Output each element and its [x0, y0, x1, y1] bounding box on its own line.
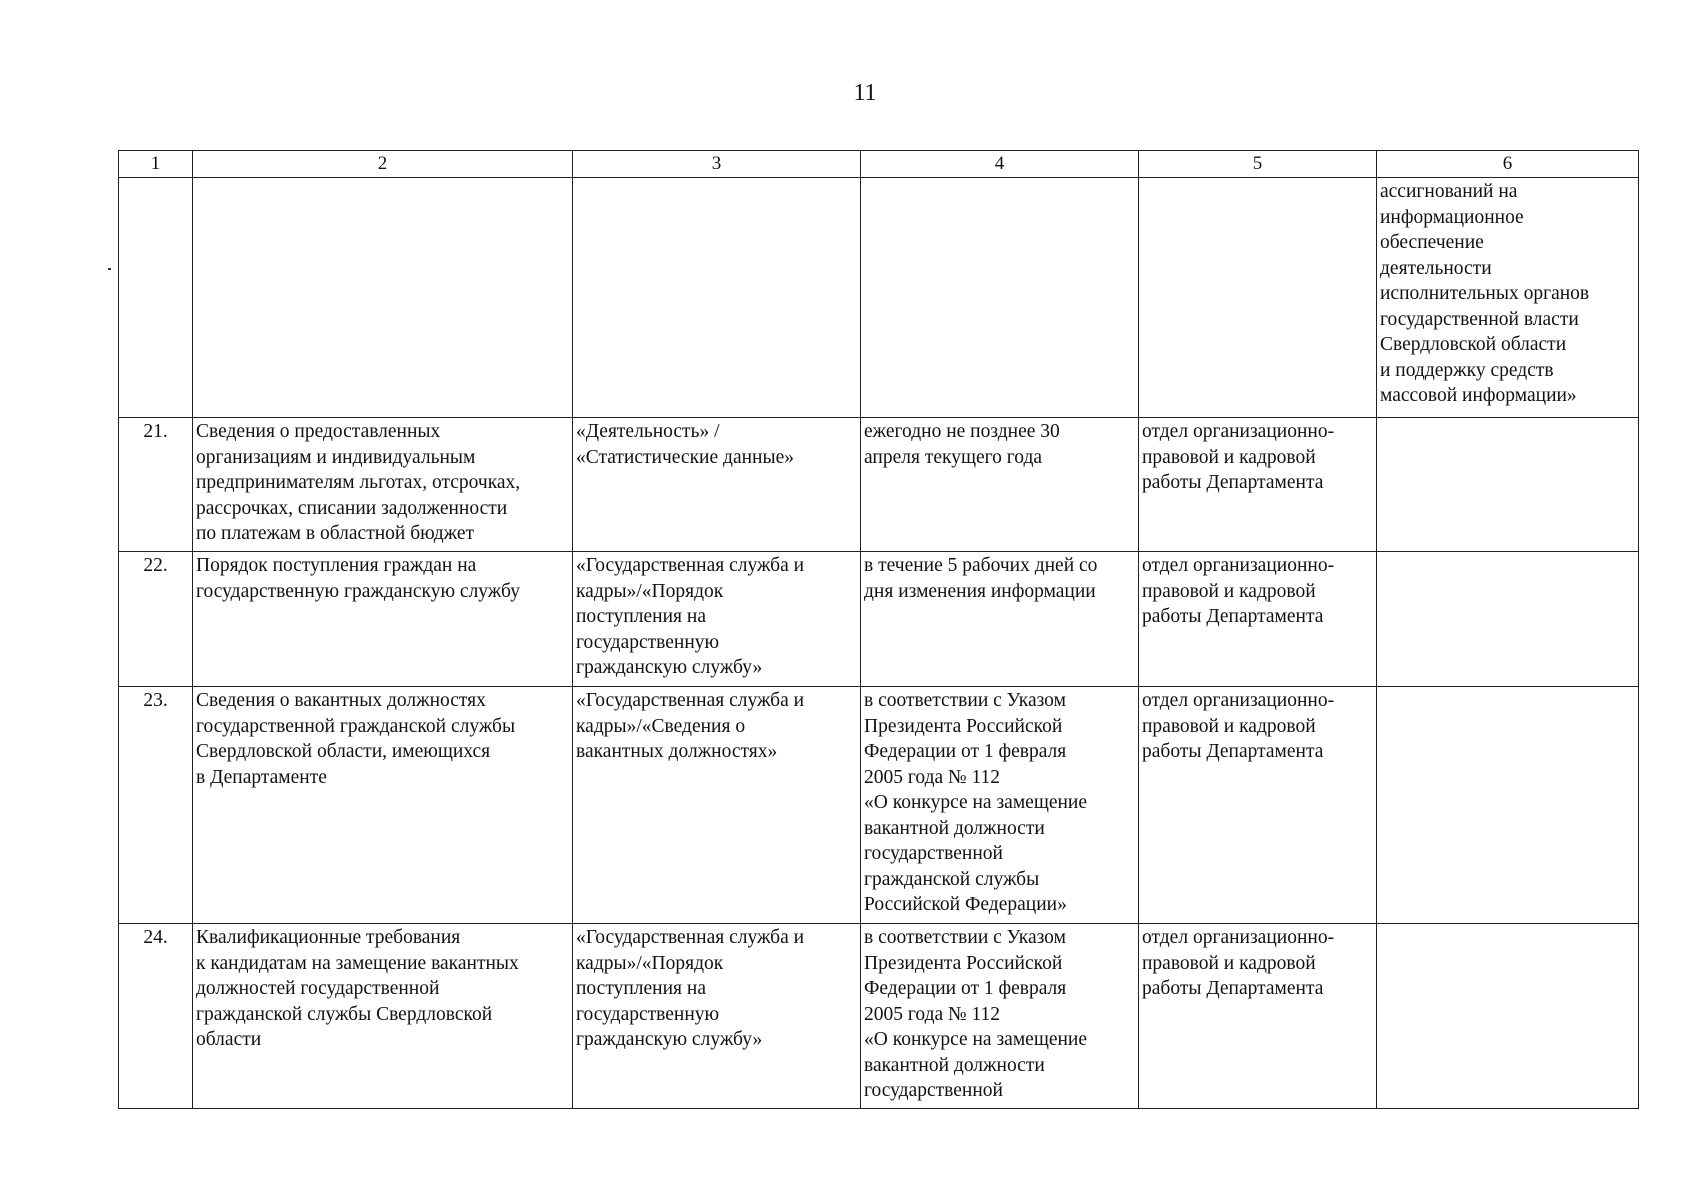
row-number: 21.: [119, 418, 193, 552]
deadline-cell: в соответствии с Указом Президента Российской Федерации от 1 февраля 2005 года № 112 «О конкурсе на замещение вакантной должности государственной: [861, 924, 1139, 1109]
row-number: [119, 178, 193, 418]
row-number: 24.: [119, 924, 193, 1109]
page-number: 11: [853, 80, 877, 106]
table-row: [119, 178, 1639, 418]
column-header-6: 6: [1377, 151, 1639, 178]
site-section-cell: [573, 178, 861, 418]
deadline-cell: ежегодно не позднее 30 апреля текущего года: [861, 418, 1139, 552]
info-name-cell: Порядок поступления граждан на государственную гражданскую службу: [193, 552, 573, 687]
deadline-cell: [861, 178, 1139, 418]
site-section-cell: «Государственная служба и кадры»/«Порядок поступления на государственную гражданскую службу»: [573, 924, 861, 1109]
info-name-cell: Сведения о вакантных должностях государственной гражданской службы Свердловской области, имеющихся в Департаменте: [193, 687, 573, 924]
table-row: [119, 418, 1639, 552]
table-row: [119, 687, 1639, 924]
responsible-cell: [1139, 178, 1377, 418]
info-name-cell: [193, 178, 573, 418]
responsible-cell: отдел организационно- правовой и кадровой работы Департамента: [1139, 924, 1377, 1109]
site-section-cell: «Деятельность» / «Статистические данные»: [573, 418, 861, 552]
column-header-1: 1: [119, 151, 193, 178]
row-number: 23.: [119, 687, 193, 924]
note-cell: [1377, 924, 1639, 1109]
note-cell: [1377, 552, 1639, 687]
table-row: [119, 552, 1639, 687]
site-section-cell: «Государственная служба и кадры»/«Сведения о вакантных должностях»: [573, 687, 861, 924]
responsible-cell: отдел организационно- правовой и кадровой работы Департамента: [1139, 552, 1377, 687]
column-header-2: 2: [193, 151, 573, 178]
note-cell: [1377, 418, 1639, 552]
column-header-3: 3: [573, 151, 861, 178]
responsible-cell: отдел организационно- правовой и кадровой работы Департамента: [1139, 687, 1377, 924]
column-header-5: 5: [1139, 151, 1377, 178]
column-number-row: [119, 151, 1639, 178]
note-cell: [1377, 687, 1639, 924]
info-name-cell: Квалификационные требования к кандидатам на замещение вакантных должностей государственной гражданской службы Свердловской области: [193, 924, 573, 1109]
note-cell: ассигнований на информационное обеспечение деятельности исполнительных органов государственной власти Свердловской области и поддержку средств массовой информации»: [1377, 178, 1639, 418]
site-section-cell: «Государственная служба и кадры»/«Порядок поступления на государственную гражданскую службу»: [573, 552, 861, 687]
row-number: 22.: [119, 552, 193, 687]
deadline-cell: в течение 5 рабочих дней со дня изменения информации: [861, 552, 1139, 687]
deadline-cell: в соответствии с Указом Президента Российской Федерации от 1 февраля 2005 года № 112 «О конкурсе на замещение вакантной должности государственной гражданской службы Российской Федерации»: [861, 687, 1139, 924]
information-table: [118, 150, 1639, 1109]
scan-speck: [108, 268, 111, 270]
responsible-cell: отдел организационно- правовой и кадровой работы Департамента: [1139, 418, 1377, 552]
column-header-4: 4: [861, 151, 1139, 178]
table-row: [119, 924, 1639, 1109]
info-name-cell: Сведения о предоставленных организациям и индивидуальным предпринимателям льготах, отсрочках, рассрочках, списании задолженности по платежам в областной бюджет: [193, 418, 573, 552]
